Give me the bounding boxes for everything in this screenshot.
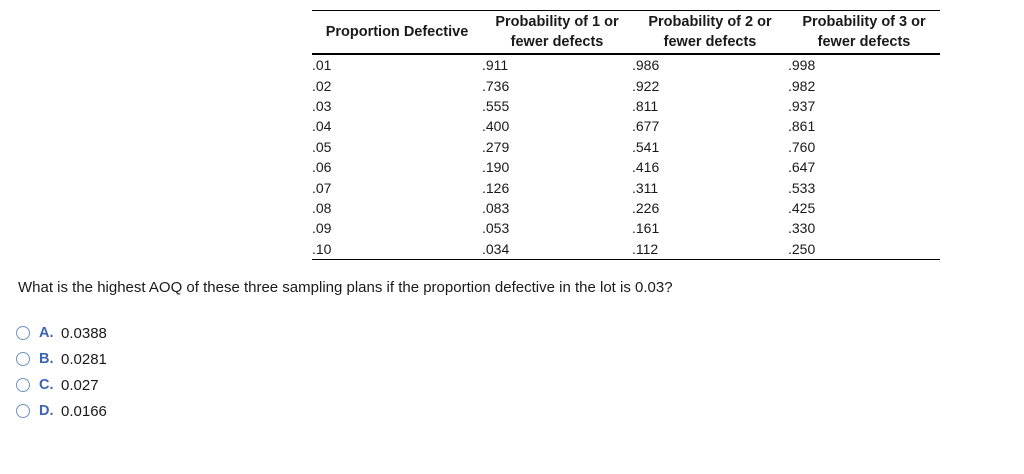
radio-button-icon[interactable] xyxy=(16,352,30,366)
cell-prob-1: .053 xyxy=(482,220,510,237)
radio-button-icon[interactable] xyxy=(16,378,30,392)
cell-prob-3: .998 xyxy=(788,57,816,74)
option-value: 0.027 xyxy=(61,376,99,394)
cell-prob-2: .922 xyxy=(632,77,660,94)
table-header-row xyxy=(312,11,940,55)
cell-prob-2: .161 xyxy=(632,220,660,237)
option-b[interactable] xyxy=(16,346,107,372)
option-letter: D. xyxy=(39,403,54,419)
option-a[interactable] xyxy=(16,320,107,346)
cell-prob-2: .226 xyxy=(632,199,660,216)
cell-prob-3: .937 xyxy=(788,97,816,114)
option-value: 0.0166 xyxy=(61,402,107,420)
table-row xyxy=(312,96,940,116)
header-prob-2-or-fewer: Probability of 2 or fewer defects xyxy=(648,14,772,50)
option-value: 0.0281 xyxy=(61,350,107,368)
cell-proportion: .03 xyxy=(312,97,332,114)
cell-proportion: .09 xyxy=(312,220,332,237)
cell-proportion: .10 xyxy=(312,240,332,257)
cell-prob-3: .250 xyxy=(788,240,816,257)
option-letter: A. xyxy=(39,325,54,341)
cell-prob-2: .541 xyxy=(632,138,660,155)
option-value: 0.0388 xyxy=(61,324,107,342)
question-text: What is the highest AOQ of these three sampling plans if the proportion defective in the lot is 0.03? xyxy=(18,279,673,296)
cell-prob-1: .400 xyxy=(482,118,510,135)
header-proportion-defective: Proportion Defective xyxy=(325,24,469,40)
cell-prob-1: .736 xyxy=(482,77,510,94)
table-row xyxy=(312,75,940,95)
option-d[interactable] xyxy=(16,398,107,424)
cell-prob-1: .279 xyxy=(482,138,510,155)
cell-prob-2: .311 xyxy=(632,179,659,196)
table-row xyxy=(312,218,940,238)
cell-proportion: .01 xyxy=(312,57,332,74)
cell-proportion: .08 xyxy=(312,199,332,216)
cell-proportion: .06 xyxy=(312,159,332,176)
cell-prob-1: .083 xyxy=(482,199,510,216)
radio-button-icon[interactable] xyxy=(16,404,30,418)
table-row xyxy=(312,177,940,197)
cell-prob-3: .861 xyxy=(788,118,816,135)
cell-prob-1: .034 xyxy=(482,240,510,257)
table-row xyxy=(312,198,940,218)
radio-button-icon[interactable] xyxy=(16,326,30,340)
cell-prob-2: .112 xyxy=(632,240,659,257)
cell-prob-1: .126 xyxy=(482,179,510,196)
cell-prob-2: .416 xyxy=(632,159,660,176)
cell-proportion: .02 xyxy=(312,77,332,94)
cell-prob-3: .760 xyxy=(788,138,816,155)
table-row xyxy=(312,54,940,75)
header-prob-1-or-fewer: Probability of 1 or fewer defects xyxy=(495,14,619,50)
cell-prob-3: .533 xyxy=(788,179,816,196)
probability-table xyxy=(312,10,940,260)
header-prob-3-or-fewer: Probability of 3 or fewer defects xyxy=(802,14,926,50)
option-letter: B. xyxy=(39,351,54,367)
cell-proportion: .05 xyxy=(312,138,332,155)
cell-prob-1: .190 xyxy=(482,159,510,176)
answer-options xyxy=(16,320,107,424)
cell-prob-3: .330 xyxy=(788,220,816,237)
cell-prob-2: .986 xyxy=(632,57,660,74)
cell-proportion: .07 xyxy=(312,179,332,196)
cell-prob-1: .555 xyxy=(482,97,510,114)
cell-prob-3: .982 xyxy=(788,77,816,94)
table-row xyxy=(312,137,940,157)
table-row xyxy=(312,116,940,136)
table-row xyxy=(312,239,940,260)
table-row xyxy=(312,157,940,177)
option-letter: C. xyxy=(39,377,54,393)
cell-prob-1: .911 xyxy=(482,57,509,74)
cell-prob-2: .677 xyxy=(632,118,660,135)
cell-prob-3: .647 xyxy=(788,159,816,176)
cell-prob-2: .811 xyxy=(632,97,659,114)
probability-table-container xyxy=(312,10,940,260)
cell-prob-3: .425 xyxy=(788,199,816,216)
option-c[interactable] xyxy=(16,372,107,398)
cell-proportion: .04 xyxy=(312,118,332,135)
